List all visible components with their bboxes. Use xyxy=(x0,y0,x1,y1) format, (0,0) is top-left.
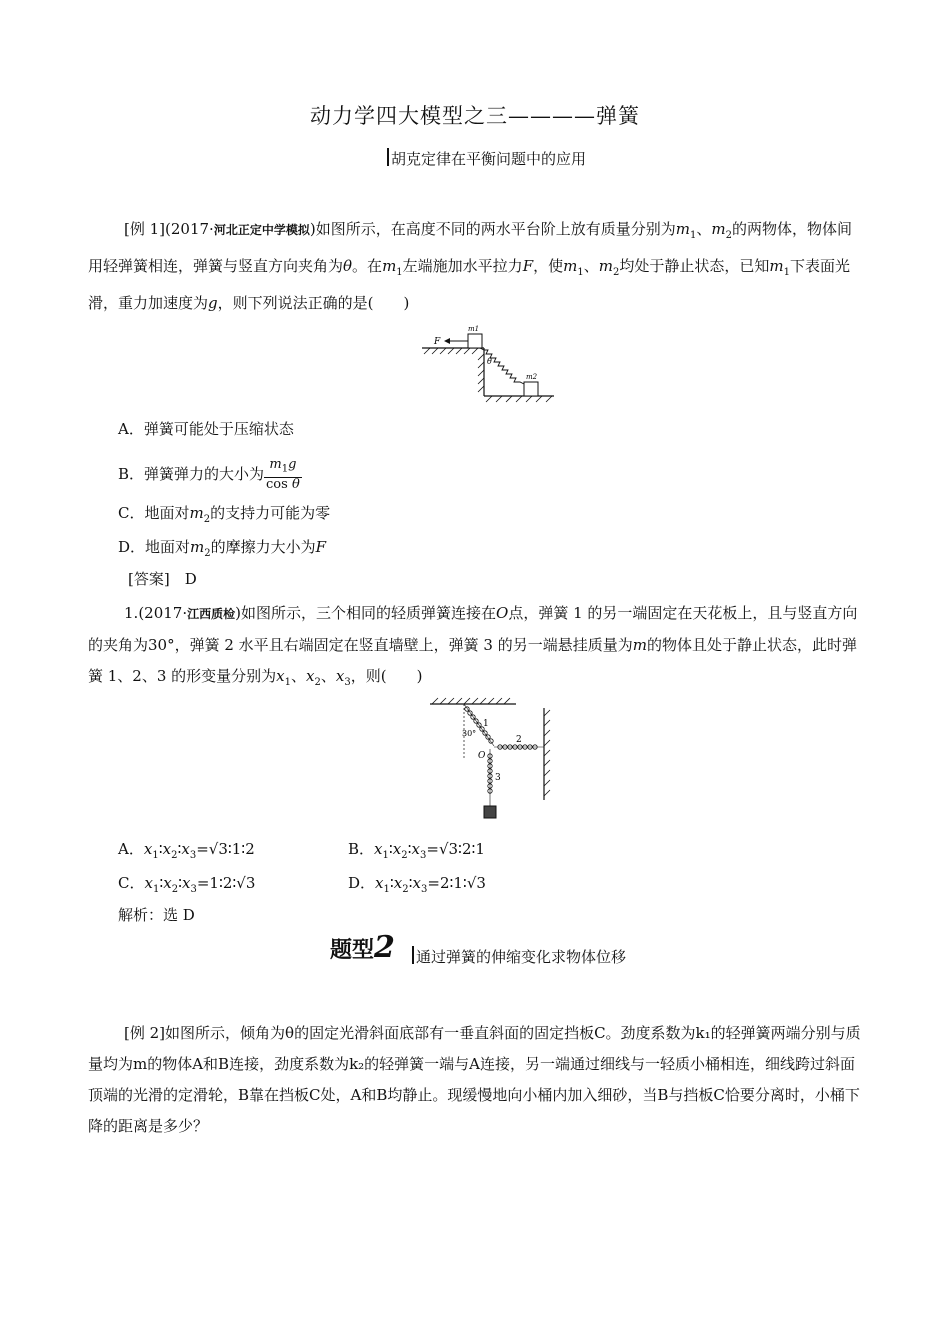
example1-option-d: D．地面对$m_2$的摩擦力大小为F xyxy=(118,538,327,559)
example1-label: [例 1] xyxy=(124,220,166,238)
example1-text-d: 左端施加水平拉力 xyxy=(402,257,523,275)
figure2-angle-label: 30° xyxy=(462,729,477,738)
type2-number: 2 xyxy=(374,930,395,965)
example1-option-b-text: B．弹簧弹力的大小为 xyxy=(118,464,265,483)
example1-text: [例 1](2017·河北正定中学模拟)如图所示，在高度不同的两水平台阶上放有质量分别为$m_1$、$m_2$的两物体，物体间用轻弹簧相连，弹簧与竖直方向夹角为θ。在$m_1$左端施加水平拉力F，使$m_1$、$m_2$均处于静止状态，已知$m_1$下表面光滑，重力加速度为g，则下列说法正确的是( ) xyxy=(88,220,852,312)
figure1-f-label: F xyxy=(434,337,441,347)
example1-answer: [答案] D xyxy=(128,570,197,588)
question1-option-d-value: =2∶1∶√3 xyxy=(427,874,486,892)
example1-option-d-pre: D．地面对 xyxy=(118,538,191,556)
example1-source-close: ) xyxy=(309,220,316,238)
type2-prefix: 题型 xyxy=(330,937,375,963)
example1-text-e: ，使 xyxy=(533,257,564,275)
question1-text-b: 点，弹簧 1 的另一端固定在天花板上，且与竖直方向的夹角为30°，弹簧 2 水平且右端固定在竖直墙壁上，弹簧 3 的另一端悬挂质量为 xyxy=(88,604,858,654)
example1-source: 河北正定中学模拟 xyxy=(213,223,310,237)
example1-text-g: 下表面光滑，重力加速度为 xyxy=(88,257,850,312)
figure2-spring1-label: 1 xyxy=(483,719,489,729)
example1-option-b: B．弹簧弹力的大小为 $\frac{m_1g}{\text{cos θ}}$ xyxy=(118,457,300,492)
figure2-o-label: O xyxy=(478,751,486,761)
question1-option-b-label: B． xyxy=(348,840,375,858)
subtitle-text: 胡克定律在平衡问题中的应用 xyxy=(391,150,587,168)
example1-text-c: 。在 xyxy=(352,257,383,275)
figure1-m1-label: m1 xyxy=(468,325,480,333)
question1-option-c: C．$x_1∶x_2∶x_3=1∶2∶√3$ xyxy=(118,874,256,895)
example1-text-f: 均处于静止状态，已知 xyxy=(619,257,770,275)
question1-option-b: B．$x_1∶x_2∶x_3=√3∶2∶1$ xyxy=(348,840,485,861)
example1-text-b: 的两物体，物体间用轻弹簧相连，弹簧与竖直方向夹角为 xyxy=(88,220,852,275)
figure1-theta-label: θ xyxy=(487,357,492,366)
question1-text-d: ，则( ) xyxy=(350,667,423,685)
figure2-spring3-label: 3 xyxy=(495,773,501,783)
example1-option-d-post: 的摩擦力大小为 xyxy=(210,538,316,556)
example2-body: 如图所示，倾角为θ的固定光滑斜面底部有一垂直斜面的固定挡板C。劲度系数为k₁的轻弹簧两端分别与质量均为m的物体A和B连接，劲度系数为k₂的轻弹簧一端与A连接，另一端通过细线与一轻质小桶相连，细线跨过斜面顶端的光滑的定滑轮，B靠在挡板C处，A和B均静止。现缓慢地向小桶内加入细砂，当B与挡板C恰要分离时，小桶下降的距离是多少？ xyxy=(88,1024,861,1135)
question1-option-a-label: A． xyxy=(118,840,144,858)
example1-option-c: C．地面对$m_2$的支持力可能为零 xyxy=(118,504,331,525)
type2-title: 通过弹簧的伸缩变化求物体位移 xyxy=(416,948,627,966)
example2-label: [例 2] xyxy=(124,1024,166,1042)
question1-figure xyxy=(424,694,564,834)
question1-text-a: 如图所示，三个相同的轻质弹簧连接在 xyxy=(240,604,496,622)
type2-label xyxy=(330,930,395,965)
question1-text-c: 的物体且处于静止状态，此时弹簧 1、2、3 的形变量分别为 xyxy=(88,636,857,685)
page-title: 动力学四大模型之三————弹簧 xyxy=(310,104,640,128)
question1-source-close: ) xyxy=(235,604,241,622)
section-subtitle xyxy=(387,148,586,169)
subtitle-bar xyxy=(387,148,389,166)
question1-option-d-label: D． xyxy=(348,874,376,892)
example1-option-a: A．弹簧可能处于压缩状态 xyxy=(118,420,294,438)
question1-source-open: (2017· xyxy=(138,604,188,622)
example1-option-c-pre: C．地面对 xyxy=(118,504,190,522)
question1-option-a: A．$x_1∶x_2∶x_3=√3∶1∶2$ xyxy=(118,840,255,861)
example2-text xyxy=(88,1018,863,1142)
figure2-spring2-label: 2 xyxy=(516,735,522,745)
question1-option-a-value: =√3∶1∶2 xyxy=(196,840,255,858)
type2-subtitle xyxy=(412,946,626,967)
figure1-m2-label: m2 xyxy=(526,373,538,381)
question1-source: 江西质检 xyxy=(187,607,236,621)
example1-text-h: ，则下列说法正确的是( ) xyxy=(217,294,410,312)
example1-option-c-post: 的支持力可能为零 xyxy=(210,504,331,522)
question1-solution: 解析：选 D xyxy=(118,906,195,924)
example1-source-open: (2017· xyxy=(165,220,214,238)
question1-option-d: D．$x_1∶x_2∶x_3=2∶1∶√3$ xyxy=(348,874,486,895)
question1-option-c-value: =1∶2∶√3 xyxy=(196,874,256,892)
example1-text-a: 如图所示，在高度不同的两水平台阶上放有质量分别为 xyxy=(315,220,676,238)
question1-option-b-value: =√3∶2∶1 xyxy=(426,840,485,858)
question1-option-c-label: C． xyxy=(118,874,145,892)
question1-text: 1.(2017·江西质检)如图所示，三个相同的轻质弹簧连接在O点，弹簧 1 的另一端固定在天花板上，且与竖直方向的夹角为30°，弹簧 2 水平且右端固定在竖直墙壁上，弹簧 3 的另一端悬挂质量为m的物体且处于静止状态，此时弹簧 1、2、3 的形变量分别为$x_1$、$x_2$、$x_3$，则( ) xyxy=(88,604,858,688)
type2-bar xyxy=(412,946,414,964)
question1-number: 1. xyxy=(124,604,139,622)
example1-figure xyxy=(418,318,558,408)
